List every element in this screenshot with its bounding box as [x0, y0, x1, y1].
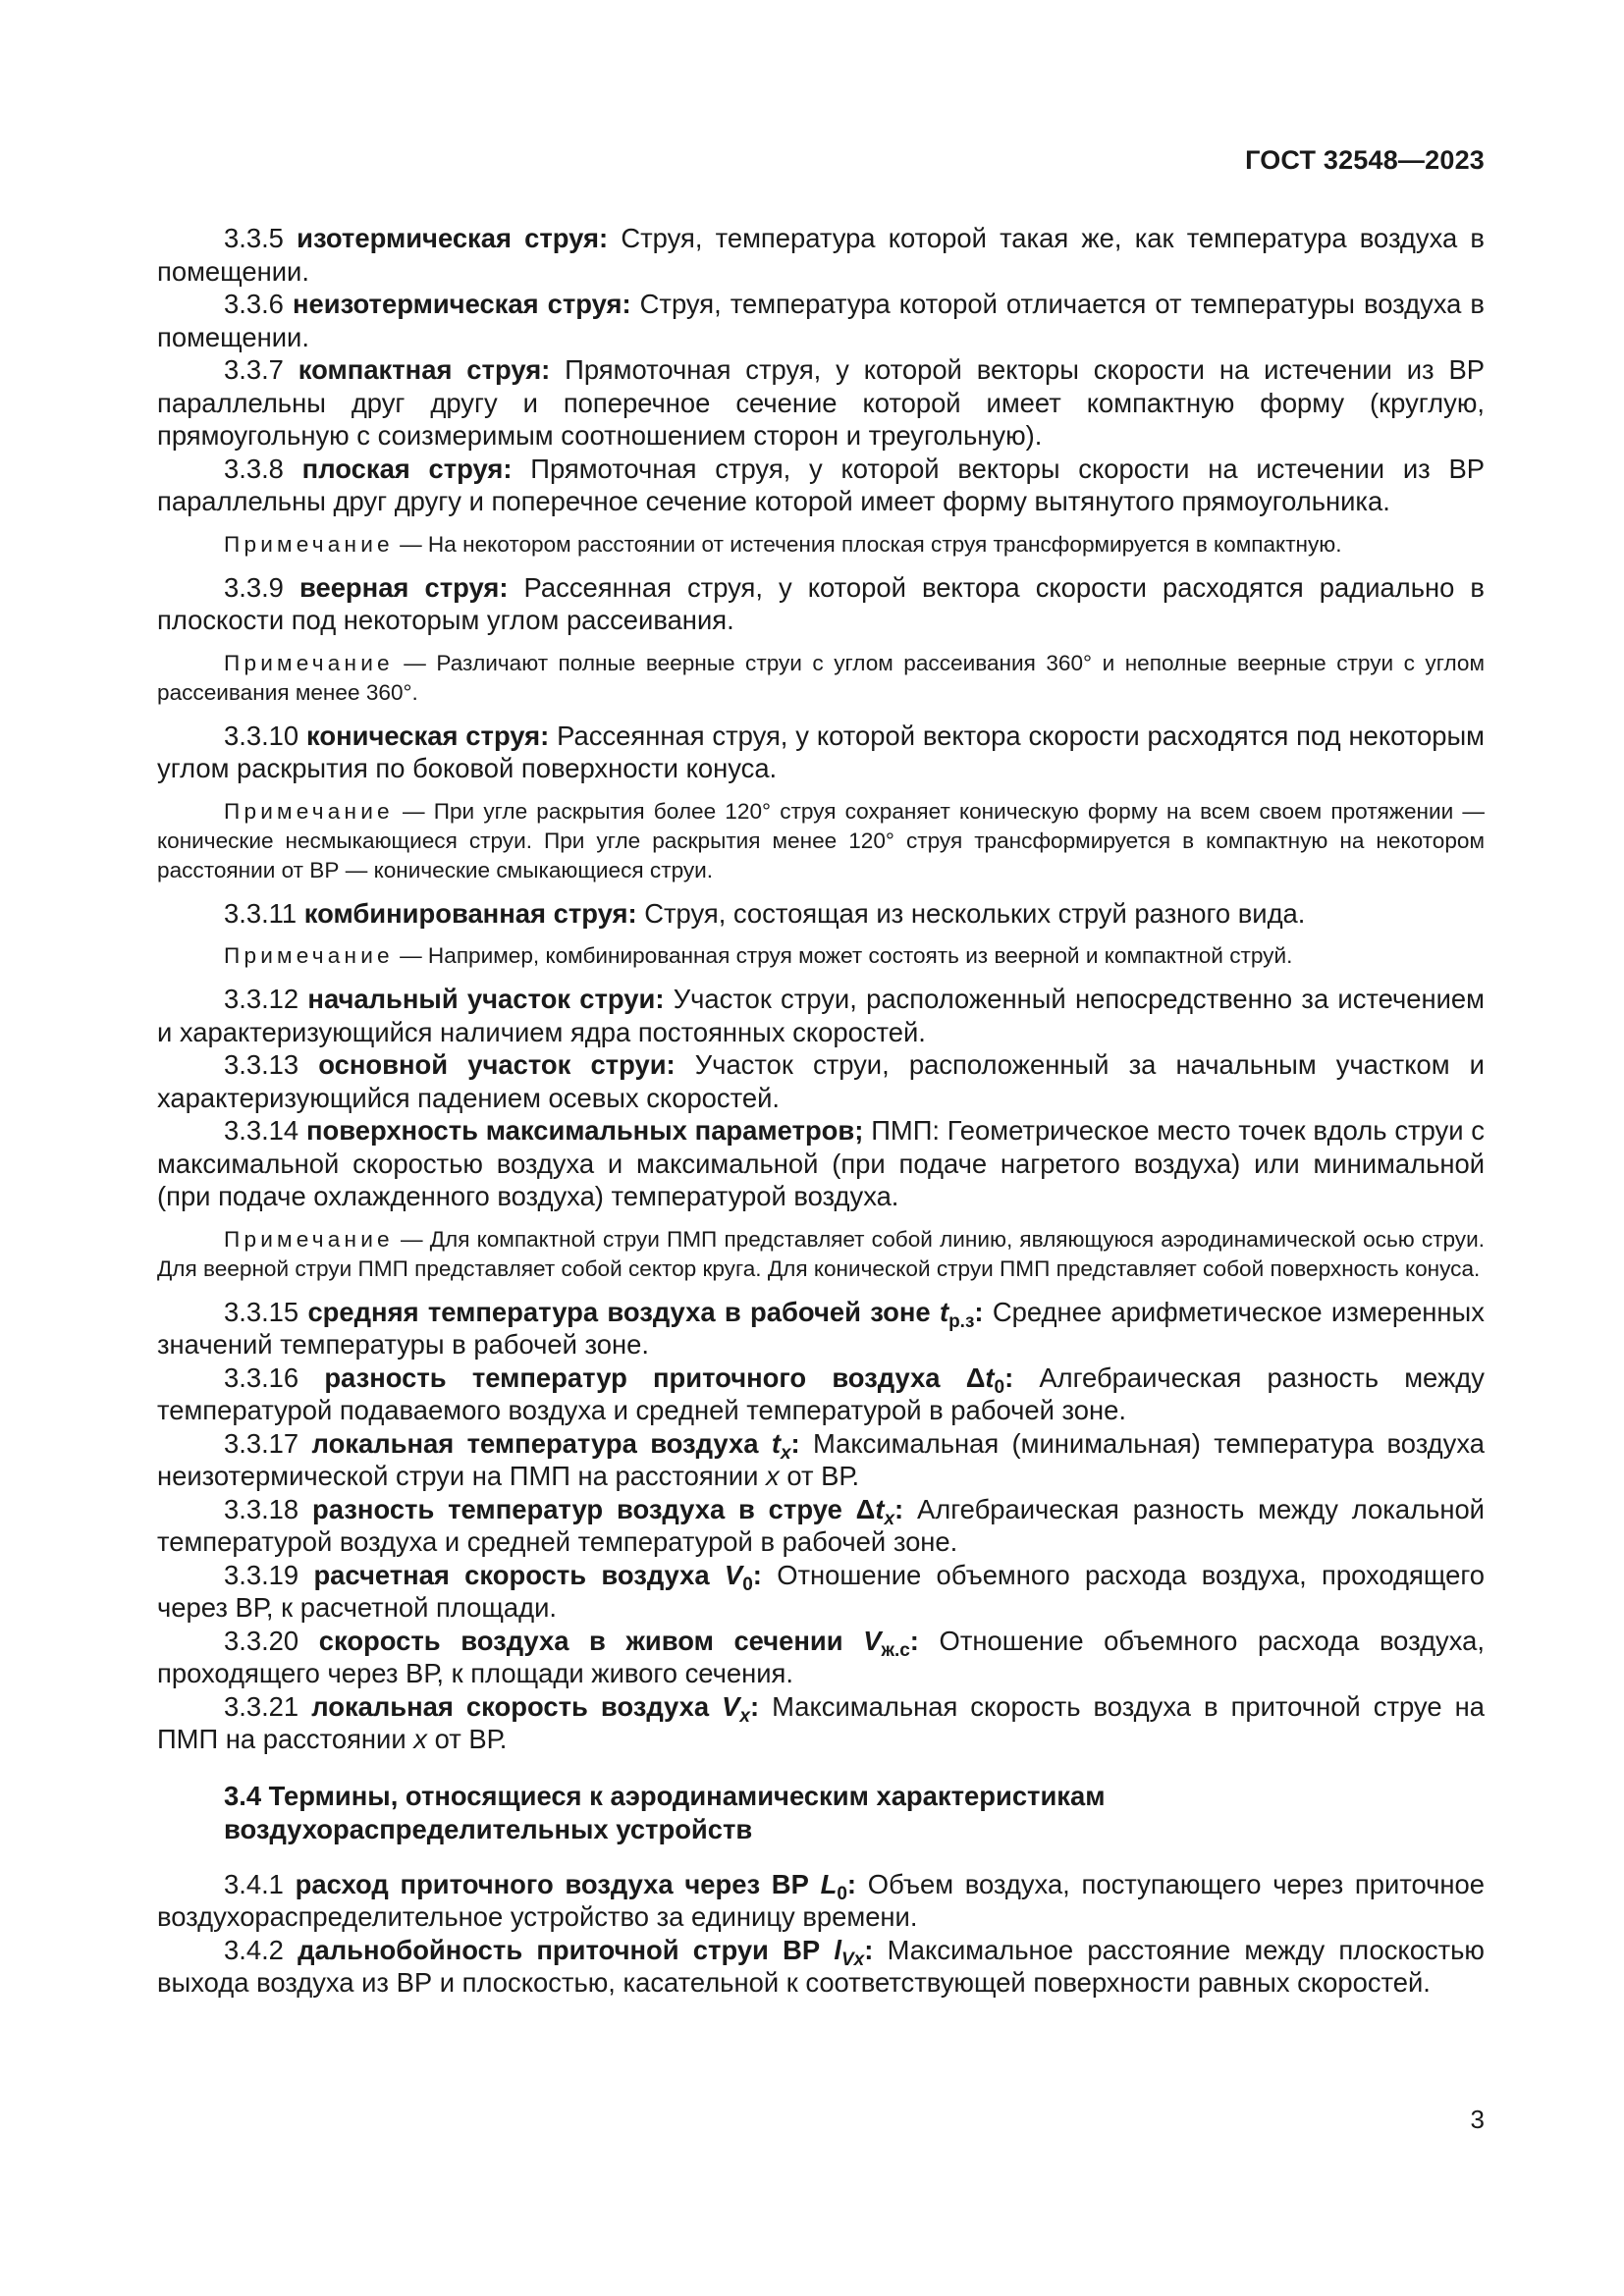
clause-number: 3.3.15 — [224, 1296, 299, 1327]
symbol-prefix: Δ — [965, 1362, 986, 1393]
definition: Прямоточная струя, у которой векторы скорости на истечении из ВР параллельны друг другу и поперечное сечение которой имеет компактную форму (круглую, прямоугольную с соизмеримым соотношением сторон и треугольную). — [157, 354, 1485, 451]
clause-number: 3.3.12 — [224, 984, 299, 1014]
symbol: t — [875, 1493, 885, 1524]
definition-end: от ВР. — [434, 1724, 508, 1754]
clause-3-3-6 — [157, 288, 1485, 353]
symbol-subscript: ж.с — [881, 1639, 910, 1661]
clause-number: 3.3.14 — [224, 1115, 299, 1146]
clause-3-3-10 — [157, 720, 1485, 785]
symbol-prefix: Δ — [855, 1493, 876, 1524]
clause-3-3-15: 3.3.15 средняя температура воздуха в рабочей зоне $t_{р.з}$: Среднее арифметическое измеренных значений температуры в рабочей зоне. — [157, 1296, 1485, 1360]
note-label: Примечание — [224, 798, 394, 824]
clause-number: 3.3.20 — [224, 1625, 299, 1656]
clause-3-3-16: 3.3.16 разность температур приточного воздуха $\Delta t_0$: Алгебраическая разность между температурой подаваемого воздуха и средней температурой в рабочей зоне. — [157, 1362, 1485, 1425]
clause-number: 3.3.21 — [224, 1690, 299, 1722]
definition: Прямоточная струя, у которой векторы скорости на истечении из ВР параллельны друг другу и поперечное сечение которой имеет форму вытянутого прямоугольника. — [157, 453, 1485, 516]
term: начальный участок струи: — [307, 984, 665, 1014]
clause-3-3-21: 3.3.21 локальная скорость воздуха $V_x$: Максимальная скорость воздуха в приточной струе на ПМП на расстоянии x от ВР. — [157, 1690, 1485, 1754]
term: разность температур воздуха в струе — [312, 1493, 842, 1524]
clause-3-3-9 — [157, 571, 1485, 637]
section-heading-line-1: 3.4 Термины, относящиеся к аэродинамическим характеристикам — [224, 1780, 1106, 1811]
clause-number: 3.4.2 — [224, 1934, 284, 1965]
symbol-subscript: 0 — [837, 1883, 847, 1904]
term: локальная температура воздуха — [311, 1427, 759, 1459]
note-3-3-10 — [157, 797, 1485, 885]
page-number: 3 — [1470, 2105, 1485, 2134]
clause-number: 3.3.7 — [224, 354, 284, 385]
term: дальнобойность приточной струи ВР — [298, 1934, 821, 1965]
clause-3-3-11 — [157, 897, 1485, 931]
symbol: t — [985, 1362, 995, 1393]
section-heading-line-2: воздухораспределительных устройств — [224, 1813, 753, 1844]
definition: Струя, температура которой отличается от температуры воздуха в помещении. — [157, 289, 1485, 352]
clause-3-3-8 — [157, 453, 1485, 518]
clause-number: 3.4.1 — [224, 1868, 284, 1899]
section-heading-3-4 — [224, 1780, 1485, 1846]
definition: Среднее арифметическое измеренных значений температуры в рабочей зоне. — [157, 1296, 1485, 1360]
clause-3-3-5 — [157, 222, 1485, 288]
term: основной участок струи: — [318, 1049, 676, 1080]
note-label: Примечание — [224, 943, 394, 968]
note-text: — Для компактной струи ПМП представляет собой линию, являющуюся аэродинамической осью струи. Для веерной струи ПМП представляет собой сектор круга. Для конической струи ПМП представляет собой поверхность конуса. — [157, 1226, 1485, 1281]
term: поверхность максимальных параметров; — [305, 1115, 864, 1146]
definition: Участок струи, расположенный непосредственно за истечением и характеризующийся наличием ядра постоянных скоростей. — [157, 984, 1485, 1047]
term: расчетная скорость воздуха — [313, 1559, 710, 1590]
clause-number: 3.3.17 — [224, 1427, 299, 1459]
clause-number: 3.3.6 — [224, 289, 284, 319]
note-3-3-8 — [157, 530, 1485, 560]
symbol-subscript: р.з — [948, 1310, 975, 1332]
clause-number: 3.3.8 — [224, 453, 284, 484]
definition: Струя, состоящая из нескольких струй разного вида. — [644, 897, 1306, 929]
symbol: l — [834, 1934, 841, 1965]
definition-end: от ВР. — [786, 1461, 860, 1491]
note-text: — Различают полные веерные струи с углом рассеивания 360° и неполные веерные струи с углом рассеивания менее 360°. — [157, 650, 1485, 705]
symbol: L — [820, 1868, 838, 1899]
note-label: Примечание — [224, 1226, 394, 1252]
definition: Участок струи, расположенный за начальным участком и характеризующийся падением осевых скоростей. — [157, 1049, 1485, 1113]
clause-3-3-7 — [157, 353, 1485, 453]
term: разность температур приточного воздуха — [324, 1362, 941, 1393]
definition: Алгебраическая разность между температурой подаваемого воздуха и средней температурой в рабочей зоне. — [157, 1362, 1485, 1425]
clause-3-3-20: 3.3.20 скорость воздуха в живом сечении $V_{ж.с}$: Отношение объемного расхода воздуха, проходящего через ВР, к площади живого сечения. — [157, 1625, 1485, 1688]
clause-number: 3.3.5 — [224, 223, 284, 253]
symbol-subscript: Vx — [841, 1949, 865, 1970]
clause-number: 3.3.16 — [224, 1362, 299, 1393]
term: комбинированная струя: — [303, 897, 637, 929]
document-body — [157, 222, 1485, 2000]
note-3-3-9 — [157, 649, 1485, 708]
note-3-3-14 — [157, 1225, 1485, 1284]
clause-number: 3.3.9 — [224, 571, 284, 603]
term: плоская струя: — [301, 453, 513, 484]
definition: Струя, температура которой такая же, как температура воздуха в помещении. — [157, 223, 1485, 287]
note-text: — При угле раскрытия более 120° струя сохраняет коническую форму на всем своем протяжении — конические несмыкающиеся струи. При угле раскрытия менее 120° струя трансформируется в компактную на некотором расстоянии от ВР — конические смыкающиеся струи. — [157, 798, 1485, 882]
note-label: Примечание — [224, 531, 394, 557]
definition: ПМП: Геометрическое место точек вдоль струи с максимальной скоростью воздуха и максимальной (при подаче нагретого воздуха) или минимальной (при подаче охлажденного воздуха) температурой воздуха. — [157, 1115, 1485, 1211]
definition: Максимальное расстояние между плоскостью выхода воздуха из ВР и плоскостью, касательной к соответствующей поверхности равных скоростей. — [157, 1934, 1485, 1998]
symbol-subscript: x — [739, 1705, 750, 1727]
note-3-3-11 — [157, 941, 1485, 971]
clause-3-3-19: 3.3.19 расчетная скорость воздуха $V_0$: Отношение объемного расхода воздуха, проходящего через ВР, к расчетной площади. — [157, 1559, 1485, 1623]
clause-3-4-1: 3.4.1 расход приточного воздуха через ВР $L_0$: Объем воздуха, поступающего через приточное воздухораспределительное устройство за единицу времени. — [157, 1868, 1485, 1932]
symbol: V — [722, 1690, 740, 1722]
term: неизотермическая струя: — [292, 289, 631, 319]
clause-3-4-2: 3.4.2 дальнобойность приточной струи ВР $l_{Vx}$: Максимальное расстояние между плоскостью выхода воздуха из ВР и плоскостью, касательной к соответствующей поверхности равных скоростей. — [157, 1934, 1485, 1998]
note-label: Примечание — [224, 650, 394, 675]
term: компактная струя: — [298, 354, 551, 385]
term: средняя температура воздуха в рабочей зоне — [307, 1296, 931, 1327]
clause-3-3-14 — [157, 1114, 1485, 1213]
clause-number: 3.3.13 — [224, 1049, 299, 1080]
symbol: t — [771, 1427, 781, 1459]
definition: Максимальная (минимальная) температура воздуха неизотермической струи на ПМП на расстоянии — [157, 1427, 1485, 1491]
clause-number: 3.3.10 — [224, 720, 299, 751]
term: локальная скорость воздуха — [311, 1690, 710, 1722]
clause-3-3-17: 3.3.17 локальная температура воздуха $t_x$: Максимальная (минимальная) температура воздуха неизотермической струи на ПМП на расстоянии x от ВР. — [157, 1427, 1485, 1491]
clause-number: 3.3.18 — [224, 1493, 299, 1524]
term: расход приточного воздуха через ВР — [295, 1868, 809, 1899]
term: изотермическая струя: — [297, 223, 609, 253]
definition: Отношение объемного расхода воздуха, проходящего через ВР, к расчетной площади. — [157, 1559, 1485, 1623]
clause-number: 3.3.11 — [224, 897, 298, 929]
symbol: V — [863, 1625, 882, 1656]
term: веерная струя: — [298, 571, 509, 603]
symbol-subscript: 0 — [742, 1574, 753, 1595]
symbol-subscript: 0 — [994, 1376, 1005, 1398]
definition: Рассеянная струя, у которой вектора скорости расходятся под некоторым углом раскрытия по боковой поверхности конуса. — [157, 720, 1485, 783]
definition: Максимальная скорость воздуха в приточной струе на ПМП на расстоянии — [157, 1690, 1485, 1754]
symbol-subscript: x — [884, 1508, 895, 1529]
doc-code-header: ГОСТ 32548—2023 — [1245, 145, 1485, 175]
definition: Алгебраическая разность между локальной температурой воздуха и средней температурой в рабочей зоне. — [157, 1493, 1485, 1557]
clause-number: 3.3.19 — [224, 1559, 299, 1590]
variable: x — [766, 1461, 780, 1491]
symbol-subscript: x — [780, 1442, 791, 1464]
definition: Отношение объемного расхода воздуха, проходящего через ВР, к площади живого сечения. — [157, 1625, 1485, 1688]
definition: Рассеянная струя, у которой вектора скорости расходятся радиально в плоскости под некоторым углом рассеивания. — [157, 571, 1485, 635]
variable: x — [413, 1724, 427, 1754]
clause-3-3-13 — [157, 1048, 1485, 1114]
clause-3-3-12 — [157, 983, 1485, 1048]
symbol: V — [724, 1559, 743, 1590]
note-text: — На некотором расстоянии от истечения плоская струя трансформируется в компактную. — [400, 531, 1342, 557]
term: коническая струя: — [306, 720, 550, 751]
clause-3-3-18: 3.3.18 разность температур воздуха в струе $\Delta t_x$: Алгебраическая разность между локальной температурой воздуха и средней температурой в рабочей зоне. — [157, 1493, 1485, 1557]
note-text: — Например, комбинированная струя может состоять из веерной и компактной струй. — [400, 943, 1293, 968]
term: скорость воздуха в живом сечении — [318, 1625, 843, 1656]
symbol: t — [939, 1296, 949, 1327]
definition: Объем воздуха, поступающего через приточное воздухораспределительное устройство за единицу времени. — [157, 1868, 1485, 1932]
